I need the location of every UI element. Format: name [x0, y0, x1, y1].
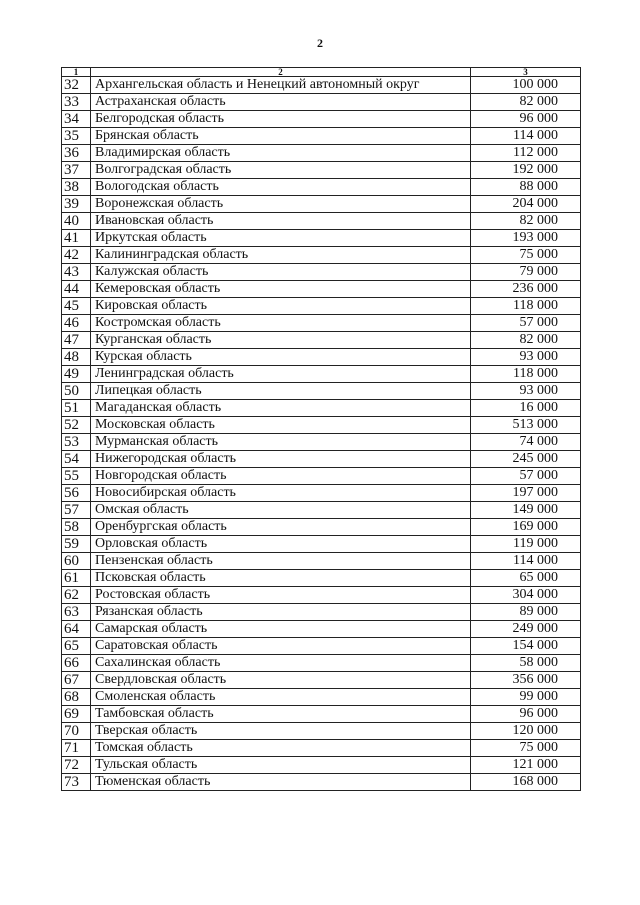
- row-number: 53: [62, 434, 91, 451]
- row-number: 46: [62, 315, 91, 332]
- table-row: [62, 774, 581, 791]
- column-header-value: 3: [471, 68, 581, 77]
- row-value: 197 000: [471, 485, 581, 502]
- row-number: 33: [62, 94, 91, 111]
- table-row: [62, 366, 581, 383]
- table-row: [62, 400, 581, 417]
- row-value: 304 000: [471, 587, 581, 604]
- table-row: [62, 128, 581, 145]
- row-number: 73: [62, 774, 91, 791]
- table-row: [62, 655, 581, 672]
- region-name: Рязанская область: [91, 604, 471, 621]
- row-value: 118 000: [471, 366, 581, 383]
- region-name: Омская область: [91, 502, 471, 519]
- table-row: [62, 689, 581, 706]
- row-value: 96 000: [471, 706, 581, 723]
- region-name: Вологодская область: [91, 179, 471, 196]
- row-value: 93 000: [471, 383, 581, 400]
- row-number: 72: [62, 757, 91, 774]
- row-number: 45: [62, 298, 91, 315]
- row-value: 119 000: [471, 536, 581, 553]
- region-name: Архангельская область и Ненецкий автономный округ: [91, 77, 471, 94]
- region-name: Магаданская область: [91, 400, 471, 417]
- row-number: 42: [62, 247, 91, 264]
- region-name: Пензенская область: [91, 553, 471, 570]
- row-value: 82 000: [471, 332, 581, 349]
- region-name: Саратовская область: [91, 638, 471, 655]
- table-row: [62, 179, 581, 196]
- table-row: [62, 383, 581, 400]
- region-name: Смоленская область: [91, 689, 471, 706]
- table-row: [62, 757, 581, 774]
- table-row: [62, 264, 581, 281]
- row-number: 47: [62, 332, 91, 349]
- row-number: 32: [62, 77, 91, 94]
- table-body: [62, 77, 581, 791]
- table-row: [62, 570, 581, 587]
- region-name: Мурманская область: [91, 434, 471, 451]
- table-row: [62, 94, 581, 111]
- row-value: 112 000: [471, 145, 581, 162]
- region-name: Тамбовская область: [91, 706, 471, 723]
- table-row: [62, 587, 581, 604]
- row-number: 70: [62, 723, 91, 740]
- row-number: 34: [62, 111, 91, 128]
- region-name: Кемеровская область: [91, 281, 471, 298]
- row-value: 75 000: [471, 740, 581, 757]
- header-row: [62, 68, 581, 77]
- row-number: 38: [62, 179, 91, 196]
- table-row: [62, 553, 581, 570]
- row-number: 43: [62, 264, 91, 281]
- region-name: Владимирская область: [91, 145, 471, 162]
- row-number: 49: [62, 366, 91, 383]
- column-header-region: 2: [91, 68, 471, 77]
- region-name: Тульская область: [91, 757, 471, 774]
- regions-table: [61, 67, 581, 791]
- row-value: 118 000: [471, 298, 581, 315]
- row-value: 236 000: [471, 281, 581, 298]
- table-row: [62, 77, 581, 94]
- table-row: [62, 536, 581, 553]
- row-value: 74 000: [471, 434, 581, 451]
- region-name: Курганская область: [91, 332, 471, 349]
- table-row: [62, 196, 581, 213]
- table-row: [62, 247, 581, 264]
- table-row: [62, 298, 581, 315]
- region-name: Новгородская область: [91, 468, 471, 485]
- row-number: 64: [62, 621, 91, 638]
- row-value: 57 000: [471, 315, 581, 332]
- row-value: 192 000: [471, 162, 581, 179]
- row-number: 56: [62, 485, 91, 502]
- row-value: 193 000: [471, 230, 581, 247]
- row-value: 513 000: [471, 417, 581, 434]
- row-value: 75 000: [471, 247, 581, 264]
- row-value: 120 000: [471, 723, 581, 740]
- region-name: Волгоградская область: [91, 162, 471, 179]
- table-row: [62, 315, 581, 332]
- row-value: 93 000: [471, 349, 581, 366]
- region-name: Тюменская область: [91, 774, 471, 791]
- region-name: Московская область: [91, 417, 471, 434]
- region-name: Орловская область: [91, 536, 471, 553]
- region-name: Свердловская область: [91, 672, 471, 689]
- region-name: Кировская область: [91, 298, 471, 315]
- row-value: 169 000: [471, 519, 581, 536]
- row-value: 249 000: [471, 621, 581, 638]
- column-header-number: 1: [62, 68, 91, 77]
- row-number: 59: [62, 536, 91, 553]
- row-number: 66: [62, 655, 91, 672]
- row-value: 100 000: [471, 77, 581, 94]
- region-name: Томская область: [91, 740, 471, 757]
- row-value: 245 000: [471, 451, 581, 468]
- region-name: Сахалинская область: [91, 655, 471, 672]
- row-value: 204 000: [471, 196, 581, 213]
- row-value: 82 000: [471, 94, 581, 111]
- region-name: Тверская область: [91, 723, 471, 740]
- table-row: [62, 706, 581, 723]
- region-name: Самарская область: [91, 621, 471, 638]
- page-number: 2: [317, 36, 323, 50]
- row-number: 65: [62, 638, 91, 655]
- row-value: 57 000: [471, 468, 581, 485]
- row-value: 96 000: [471, 111, 581, 128]
- row-value: 82 000: [471, 213, 581, 230]
- row-value: 114 000: [471, 128, 581, 145]
- table-row: [62, 145, 581, 162]
- table-row: [62, 604, 581, 621]
- table-row: [62, 281, 581, 298]
- table-row: [62, 434, 581, 451]
- row-number: 71: [62, 740, 91, 757]
- row-value: 356 000: [471, 672, 581, 689]
- row-value: 114 000: [471, 553, 581, 570]
- row-number: 69: [62, 706, 91, 723]
- row-number: 37: [62, 162, 91, 179]
- table-row: [62, 485, 581, 502]
- region-name: Ростовская область: [91, 587, 471, 604]
- row-number: 35: [62, 128, 91, 145]
- row-number: 54: [62, 451, 91, 468]
- region-name: Воронежская область: [91, 196, 471, 213]
- region-name: Белгородская область: [91, 111, 471, 128]
- table-row: [62, 332, 581, 349]
- row-number: 57: [62, 502, 91, 519]
- region-name: Курская область: [91, 349, 471, 366]
- table-row: [62, 740, 581, 757]
- region-name: Калининградская область: [91, 247, 471, 264]
- row-number: 41: [62, 230, 91, 247]
- row-number: 40: [62, 213, 91, 230]
- row-number: 36: [62, 145, 91, 162]
- row-value: 121 000: [471, 757, 581, 774]
- row-number: 63: [62, 604, 91, 621]
- table-row: [62, 349, 581, 366]
- row-number: 52: [62, 417, 91, 434]
- row-value: 149 000: [471, 502, 581, 519]
- row-value: 154 000: [471, 638, 581, 655]
- table-row: [62, 162, 581, 179]
- region-name: Костромская область: [91, 315, 471, 332]
- row-value: 168 000: [471, 774, 581, 791]
- row-number: 61: [62, 570, 91, 587]
- row-number: 60: [62, 553, 91, 570]
- table-row: [62, 502, 581, 519]
- table-row: [62, 672, 581, 689]
- table-row: [62, 519, 581, 536]
- row-number: 62: [62, 587, 91, 604]
- region-name: Астраханская область: [91, 94, 471, 111]
- table-row: [62, 111, 581, 128]
- table-row: [62, 451, 581, 468]
- row-number: 58: [62, 519, 91, 536]
- row-number: 55: [62, 468, 91, 485]
- region-name: Оренбургская область: [91, 519, 471, 536]
- row-number: 48: [62, 349, 91, 366]
- table-row: [62, 230, 581, 247]
- region-name: Ленинградская область: [91, 366, 471, 383]
- row-number: 67: [62, 672, 91, 689]
- region-name: Липецкая область: [91, 383, 471, 400]
- row-number: 50: [62, 383, 91, 400]
- table-row: [62, 213, 581, 230]
- table-row: [62, 417, 581, 434]
- row-value: 16 000: [471, 400, 581, 417]
- row-value: 88 000: [471, 179, 581, 196]
- region-name: Иркутская область: [91, 230, 471, 247]
- region-name: Новосибирская область: [91, 485, 471, 502]
- region-name: Нижегородская область: [91, 451, 471, 468]
- region-name: Псковская область: [91, 570, 471, 587]
- table-row: [62, 621, 581, 638]
- table-row: [62, 468, 581, 485]
- region-name: Брянская область: [91, 128, 471, 145]
- region-name: Ивановская область: [91, 213, 471, 230]
- row-number: 68: [62, 689, 91, 706]
- table-row: [62, 723, 581, 740]
- table-row: [62, 638, 581, 655]
- row-value: 65 000: [471, 570, 581, 587]
- row-value: 79 000: [471, 264, 581, 281]
- row-value: 99 000: [471, 689, 581, 706]
- row-number: 51: [62, 400, 91, 417]
- region-name: Калужская область: [91, 264, 471, 281]
- row-number: 44: [62, 281, 91, 298]
- row-value: 58 000: [471, 655, 581, 672]
- row-value: 89 000: [471, 604, 581, 621]
- row-number: 39: [62, 196, 91, 213]
